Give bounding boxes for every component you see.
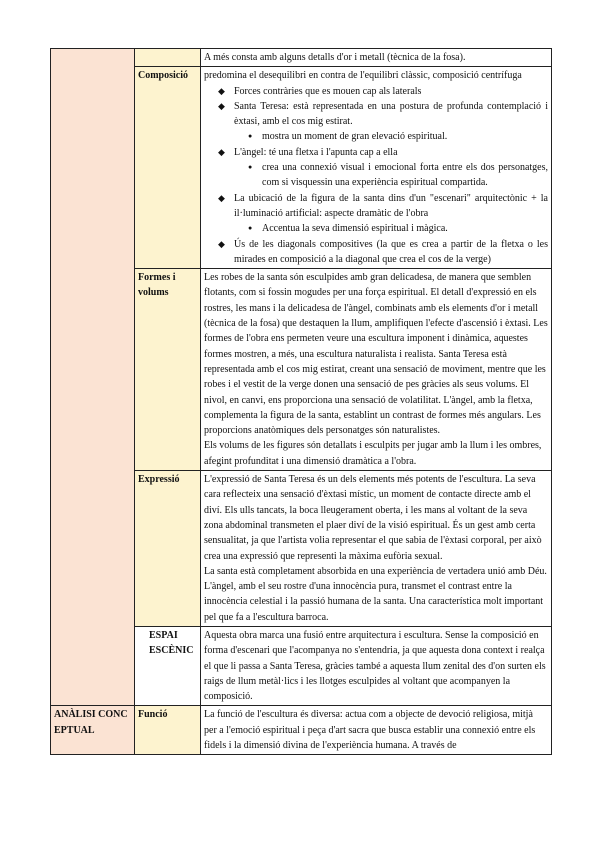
sub-list-item: ● mostra un moment de gran elevació espiritual. xyxy=(204,129,548,144)
composicio-intro: predomina el desequilibri en contra de l'equilibri clàssic, composició centrífuga xyxy=(204,70,522,82)
sub-list-item: ● Accentua la seva dimensió espiritual i màgica. xyxy=(204,221,548,236)
expressio-content xyxy=(201,471,552,627)
row-label-espai: ESPAI ESCÈNIC xyxy=(135,626,201,705)
list-item: ◆ La ubicació de la figura de la santa dins d'un "escenari" arquitectònic + la il·luminació artificial: aspecte dramàtic de l'obra ● Accentua la seva dimensió espiritual i màgica. xyxy=(204,191,548,237)
row-label-funcio: Funció xyxy=(135,706,201,755)
espai-paragraph: Aquesta obra marca una fusió entre arquitectura i escultura. Sense la composició en forma d'escenari que l'acompanya no s'entendria, ja que aquesta dona context i realça el que li passa a Santa Teresa, gràcies també a aquesta llum zenital des d'on surten els raigs de llum metàl·lics i les llotges esculpides al voltant que acompanyen la composició. xyxy=(204,629,546,703)
table-row xyxy=(51,49,552,67)
list-item: ◆ Ús de les diagonals compositives (la que es crea a partir de la fletxa o les mirades en composició a la diagonal que crea el cos de la verge) xyxy=(204,237,548,268)
expressio-paragraph: L'expressió de Santa Teresa és un dels elements més potents de l'escultura. La seva cara reflecteix una sensació d'èxtasi místic, un moment de contacte directe amb el diví. Els ulls tancats, la boca lleugerament oberta, i les mans al voltant de la seva zona abdominal transmeten el plaer diví de la visió espiritual. És un gest amb certa sensualitat, ja que l'artista volia representar el que sabia de l'èxtasi corporal, per això crea una expressió que representi la màxima eufòria sexual. xyxy=(204,474,542,562)
row-label-composicio: Composició xyxy=(135,67,201,269)
composicio-list xyxy=(204,84,548,268)
formes-content xyxy=(201,269,552,471)
funcio-content xyxy=(201,706,552,755)
formes-paragraph: Les robes de la santa són esculpides amb gran delicadesa, de manera que semblen flotants, com si fossin mogudes per una força espiritual. El detall d'expressió en els rostres, les mans i la delicadesa de l'àngel, combinats amb els elements d'or i metall (tècnica de la fosa) que destaquen la llum, amplifiquen l'efecte d'ascensió i èxtasi. Les formes de l'obra ens permeten veure una escultura imponent i dinàmica, aquestes formes mostren, a més, una escultura naturalista i realista. Santa Teresa està representada amb el cos mig estirat, creant una sensació de moviment, mentre que les robes i el vestit de la verge donen una sensació de pes gràcies als seus volums. El nivol, en canvi, ens proporciona una sensació de volatilitat. L'àngel, amb la fletxa, complementa la figura de la santa, establint un contrast de formes més angulars. Les proporcions anatòmiques dels personatges són naturalistes. xyxy=(204,272,548,437)
expressio-paragraph: La santa està completament absorbida en una experiència de vertadera unió amb Déu. L'àngel, amb el seu rostre d'una innocència pura, transmet el contrast entre la innocència celestial i la passió humana de la santa. Una característica molt important pel que fa a l'escultura barroca. xyxy=(204,565,547,623)
section-cell xyxy=(51,49,135,706)
row-label-formes: Formes i volums xyxy=(135,269,201,471)
list-item: ◆ L'àngel: té una fletxa i l'apunta cap a ella ● crea una connexió visual i emocional forta entre els dos personatges, com si visquessin una experiència espiritual compartida. xyxy=(204,145,548,191)
espai-content xyxy=(201,626,552,705)
analysis-table xyxy=(50,48,552,755)
list-item: ◆ Forces contràries que es mouen cap als laterals xyxy=(204,84,548,99)
table-row xyxy=(51,706,552,755)
row-label-expressio: Expressió xyxy=(135,471,201,627)
metal-details-text: A més consta amb alguns detalls d'or i metall (tècnica de la fosa). xyxy=(204,52,466,63)
funcio-paragraph: La funció de l'escultura és diversa: actua com a objecte de devoció religiosa, mitjà per a l'emoció espiritual i peça d'art sacra que busca establir una connexió entre els fidels i la dimensió divina de l'experiència humana. A través de xyxy=(204,709,536,752)
composicio-content xyxy=(201,67,552,269)
formes-paragraph: Els volums de les figures són detallats i esculpits per jugar amb la llum i les ombres, afegint profunditat i una dimensió dramàtica a l'obra. xyxy=(204,440,542,467)
sub-list-item: ● crea una connexió visual i emocional forta entre els dos personatges, com si visquessin una experiència espiritual compartida. xyxy=(204,160,548,191)
row-label-cell xyxy=(135,49,201,67)
section-label-analisi: ANÀLISI CONCEPTUAL xyxy=(51,706,135,755)
list-item: ◆ Santa Teresa: està representada en una postura de profunda contemplació i èxtasi, amb el cos mig estirat. ● mostra un moment de gran elevació espiritual. xyxy=(204,99,548,145)
content-cell xyxy=(201,49,552,67)
